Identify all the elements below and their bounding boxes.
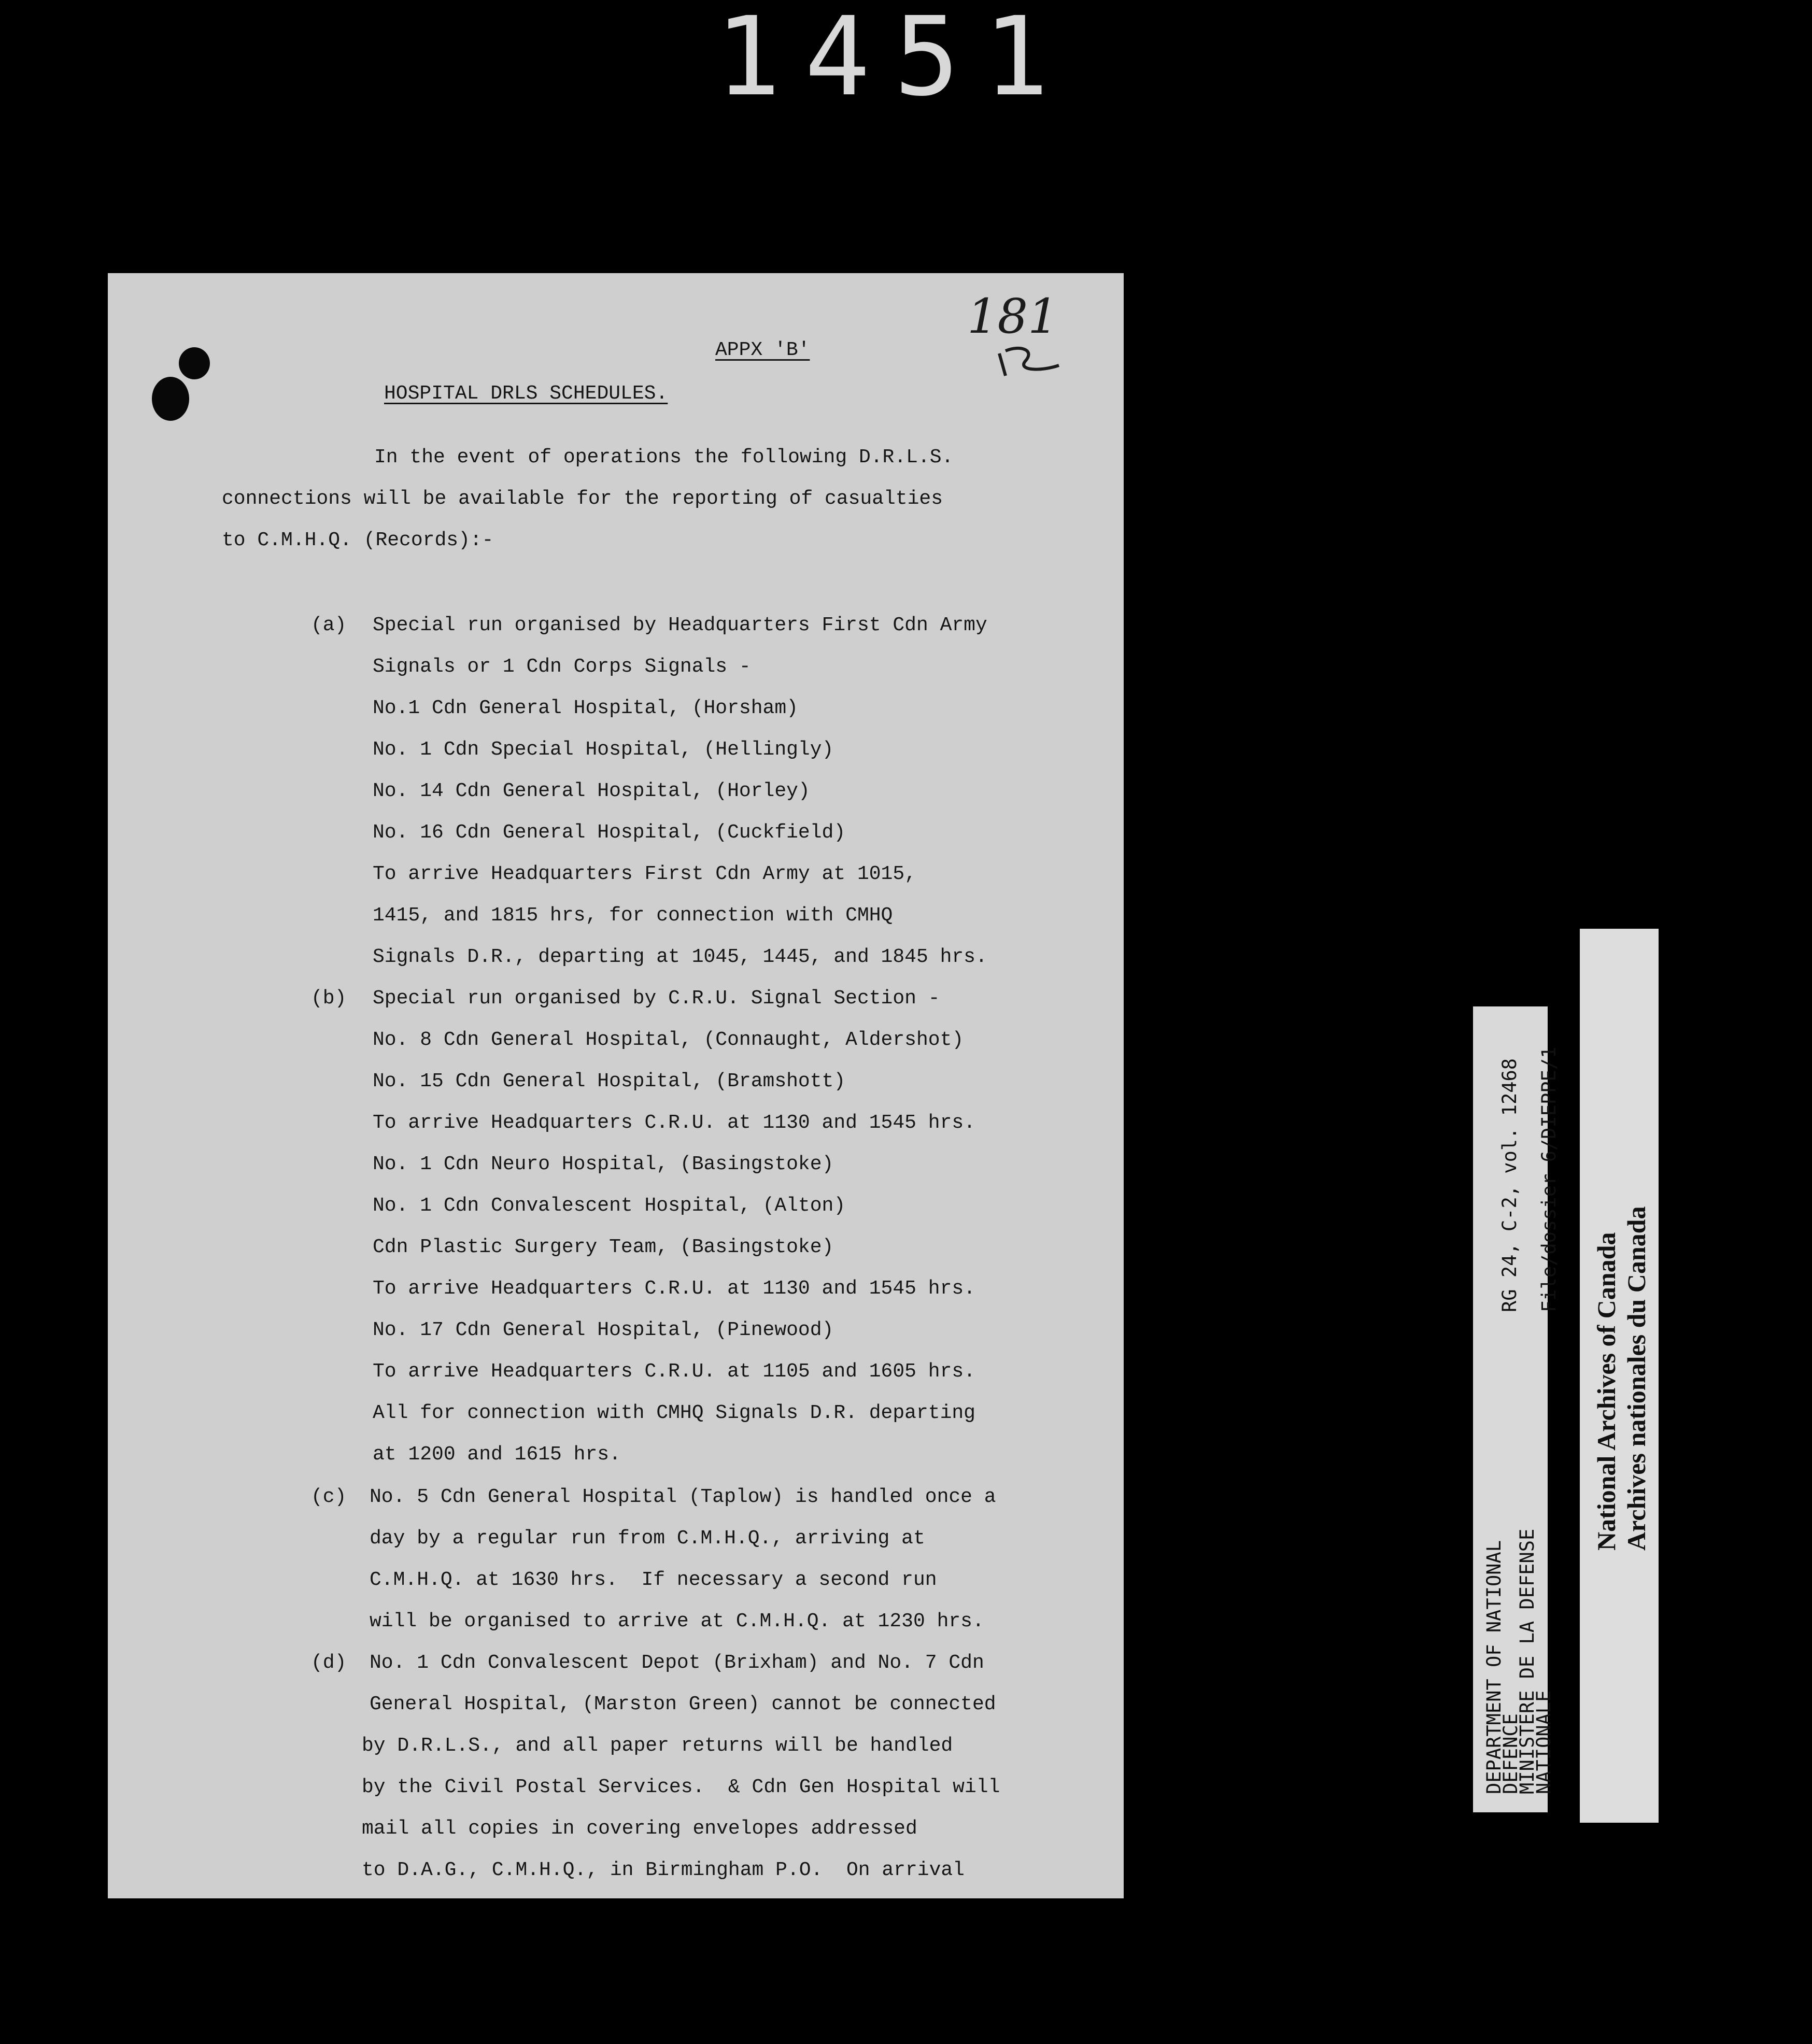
section-label-b: (b) <box>311 987 347 1010</box>
department-line: NATIONALE <box>1533 1690 1555 1794</box>
section-b-line: Cdn Plastic Surgery Team, (Basingstoke) <box>373 1236 834 1258</box>
section-c-line: day by a regular run from C.M.H.Q., arriving at <box>370 1527 925 1550</box>
intro-line: connections will be available for the reporting of casualties <box>222 488 943 510</box>
microfilm-frame-number: 1451 <box>715 0 1073 120</box>
section-d-line: mail all copies in covering envelopes addressed <box>362 1818 917 1840</box>
section-b-line: To arrive Headquarters C.R.U. at 1130 and 1545 hrs. <box>373 1278 975 1300</box>
institution-name-english: National Archives of Canada <box>1592 1232 1621 1551</box>
department-line: DEFENCE <box>1499 1713 1522 1794</box>
institution-name-french: Archives nationales du Canada <box>1622 1206 1651 1551</box>
archive-reference-strip <box>1473 1006 1560 1812</box>
section-label-d: (d) <box>311 1652 347 1674</box>
section-label-a: (a) <box>311 614 347 636</box>
section-a-line: No. 1 Cdn Special Hospital, (Hellingly) <box>373 739 834 761</box>
section-a-line: To arrive Headquarters First Cdn Army at 1015, <box>373 863 916 885</box>
section-d-line: General Hospital, (Marston Green) cannot be connected <box>370 1693 996 1715</box>
section-label-c: (c) <box>311 1486 347 1508</box>
section-d-line: by D.R.L.S., and all paper returns will be handled <box>362 1735 953 1757</box>
section-b-line: No. 1 Cdn Neuro Hospital, (Basingstoke) <box>373 1153 834 1175</box>
intro-line: to C.M.H.Q. (Records):- <box>222 529 494 551</box>
punch-hole-top <box>179 347 210 379</box>
section-b-line: To arrive Headquarters C.R.U. at 1105 and 1605 hrs. <box>373 1360 975 1383</box>
section-a-line: No. 16 Cdn General Hospital, (Cuckfield) <box>373 821 846 844</box>
section-b-line: No. 15 Cdn General Hospital, (Bramshott) <box>373 1070 846 1092</box>
section-b-line: Special run organised by C.R.U. Signal Section - <box>373 987 940 1010</box>
section-a-line: Special run organised by Headquarters First Cdn Army <box>373 614 987 636</box>
svg-text:181: 181 <box>967 289 1058 344</box>
archive-reference-line: RG 24, C-2, vol. 12468 <box>1498 1058 1521 1312</box>
section-b-line: No. 1 Cdn Convalescent Hospital, (Alton) <box>373 1195 846 1217</box>
section-b-line: No. 8 Cdn General Hospital, (Connaught, Aldershot) <box>373 1029 964 1051</box>
punch-hole-bottom <box>152 377 189 421</box>
handwritten-folio-number <box>963 283 1077 387</box>
section-d-line: to D.A.G., C.M.H.Q., in Birmingham P.O. On arrival <box>362 1859 965 1881</box>
document-page <box>108 273 1124 1898</box>
department-line: DEPARTMENT OF NATIONAL <box>1483 1540 1505 1794</box>
section-b-line: No. 17 Cdn General Hospital, (Pinewood) <box>373 1319 834 1341</box>
section-a-line: No. 14 Cdn General Hospital, (Horley) <box>373 780 810 802</box>
section-b-line: To arrive Headquarters C.R.U. at 1130 and 1545 hrs. <box>373 1112 975 1134</box>
section-d-line: No. 1 Cdn Convalescent Depot (Brixham) and No. 7 Cdn <box>370 1652 984 1674</box>
archive-reference-line: File/dossier 6/DIEPPE/1 <box>1538 1046 1560 1312</box>
section-a-line: 1415, and 1815 hrs, for connection with CMHQ <box>373 904 893 927</box>
department-line: MINISTERE DE LA DEFENSE <box>1516 1528 1538 1794</box>
section-b-line: at 1200 and 1615 hrs. <box>373 1443 621 1466</box>
section-a-line: Signals or 1 Cdn Corps Signals - <box>373 656 751 678</box>
section-a-line: No.1 Cdn General Hospital, (Horsham) <box>373 697 798 719</box>
section-c-line: C.M.H.Q. at 1630 hrs. If necessary a second run <box>370 1569 937 1591</box>
intro-line: In the event of operations the following D.R.L.S. <box>374 446 954 469</box>
section-a-line: Signals D.R., departing at 1045, 1445, and 1845 hrs. <box>373 946 987 968</box>
section-c-line: No. 5 Cdn General Hospital (Taplow) is handled once a <box>370 1486 996 1508</box>
section-c-line: will be organised to arrive at C.M.H.Q. at 1230 hrs. <box>370 1610 984 1633</box>
document-heading: HOSPITAL DRLS SCHEDULES. <box>384 382 668 405</box>
section-d-line: by the Civil Postal Services. & Cdn Gen Hospital will <box>362 1776 1000 1798</box>
appendix-label: APPX 'B' <box>715 339 810 361</box>
section-b-line: All for connection with CMHQ Signals D.R. departing <box>373 1402 975 1424</box>
archive-institution-strip <box>1580 929 1659 1823</box>
